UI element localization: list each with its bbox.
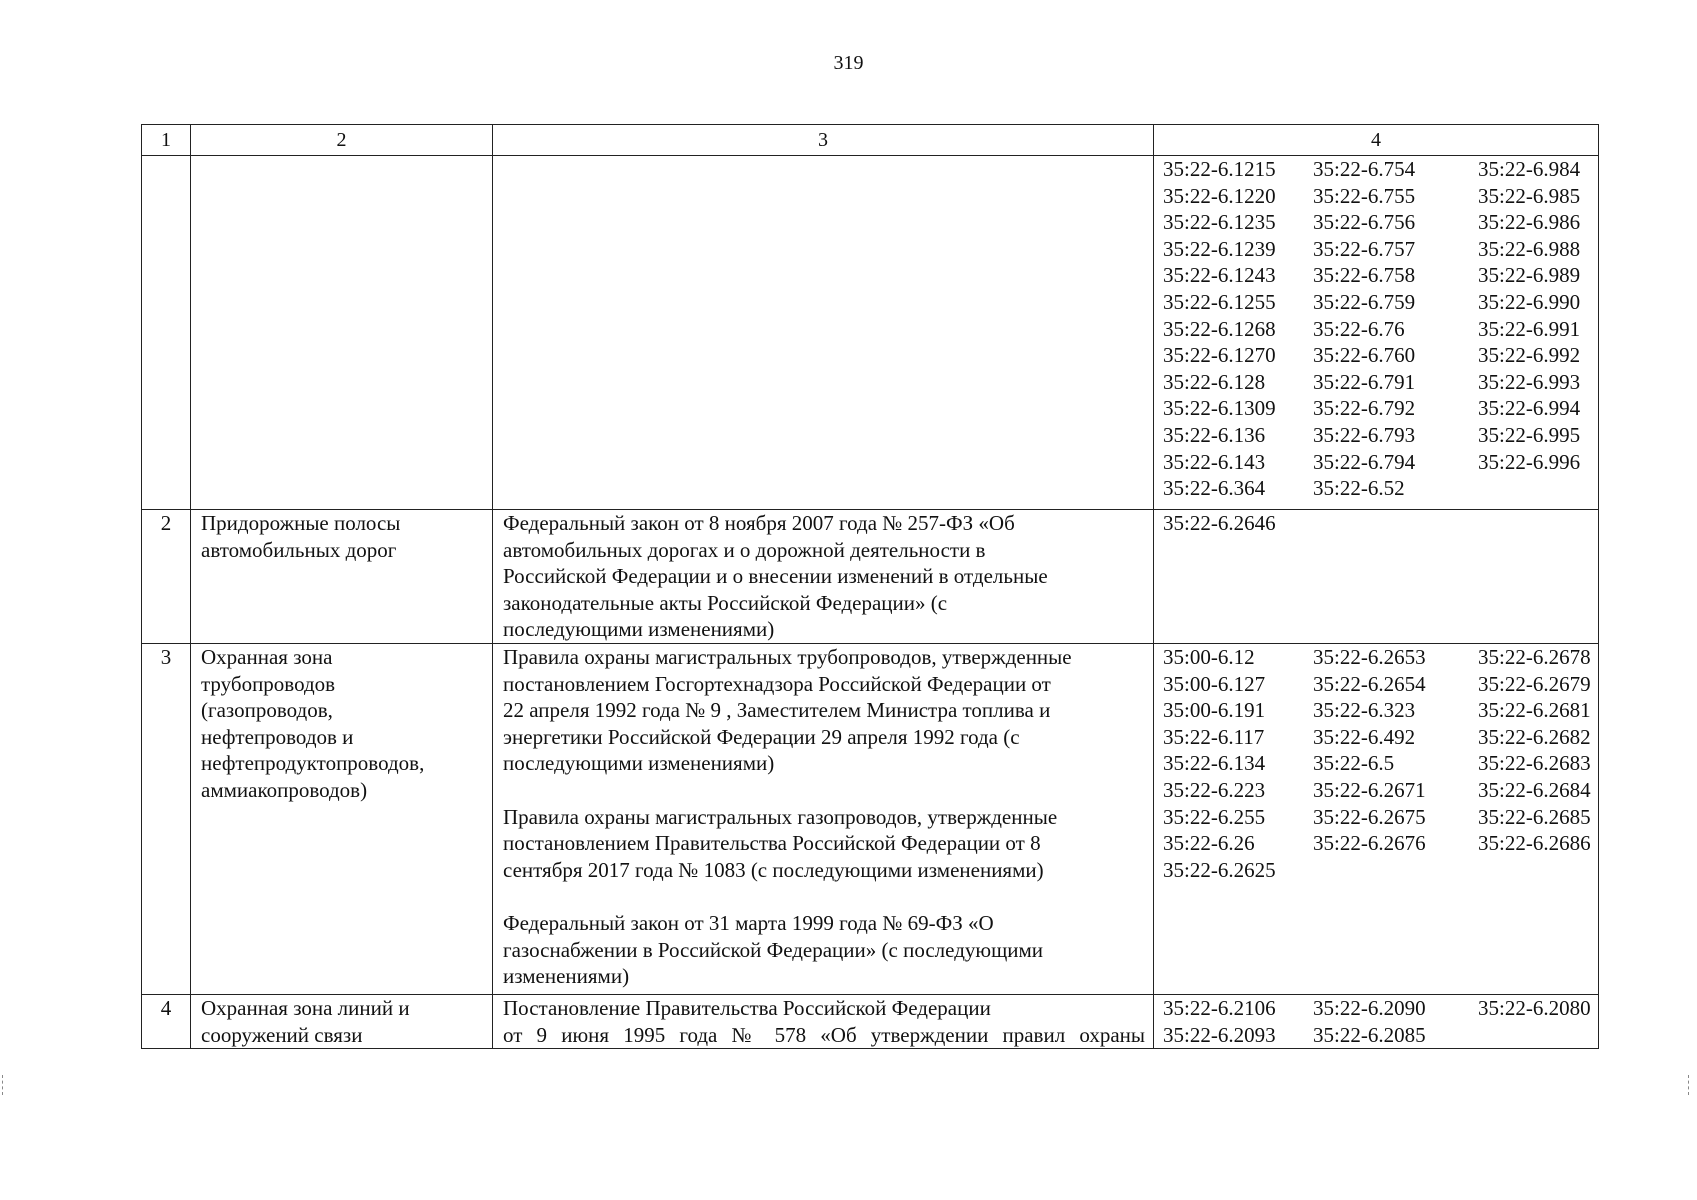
cadastral-code: 35:22-6.1243 — [1163, 263, 1276, 288]
legal-text-line: сентября 2017 года № 1083 (с последующими изменениями) — [503, 857, 1044, 882]
cadastral-code: 35:22-6.757 — [1313, 236, 1416, 261]
table-row — [142, 994, 1599, 1048]
legal-text-line: постановлением Госгортехнадзора Российской Федерации от — [503, 671, 1051, 696]
paragraph-gap — [503, 777, 1145, 804]
cadastral-code: 35:22-6.2646 — [1163, 511, 1276, 535]
zone-name-line: сооружений связи — [201, 1022, 363, 1047]
cadastral-code: 35:22-6.759 — [1313, 289, 1416, 314]
zone-name-line: Охранная зона — [201, 644, 333, 669]
legal-text-line: Федеральный закон от 8 ноября 2007 года № 257-ФЗ «Об — [503, 511, 1015, 535]
cadastral-code — [1478, 475, 1608, 502]
cadastral-code: 35:22-6.223 — [1163, 777, 1266, 802]
cadastral-code: 35:22-6.2679 — [1478, 671, 1591, 696]
legal-text-line: последующими изменениями) — [503, 751, 775, 776]
legal-text-line: автомобильных дорогах и о дорожной деятельности в — [503, 537, 986, 562]
legal-text-line: Правила охраны магистральных трубопроводов, утвержденные — [503, 644, 1072, 669]
cadastral-code: 35:22-6.760 — [1313, 343, 1416, 368]
cadastral-code: 35:22-6.994 — [1478, 396, 1581, 421]
left-margin-mark — [2, 1075, 9, 1095]
page-number: 319 — [833, 52, 864, 74]
legal-text-line: Российской Федерации и о внесении изменений в отдельные — [503, 564, 1048, 589]
cadastral-code: 35:22-6.1220 — [1163, 183, 1276, 208]
header-col-3: 3 — [493, 125, 1154, 156]
cadastral-codes-cell — [1154, 156, 1599, 510]
cadastral-code: 35:22-6.2090 — [1313, 995, 1426, 1020]
row-number-text: 3 — [160, 644, 172, 669]
cadastral-code — [1478, 510, 1608, 537]
cadastral-code: 35:22-6.758 — [1313, 263, 1416, 288]
cadastral-code: 35:22-6.76 — [1313, 316, 1405, 341]
cadastral-codes-cell — [1154, 510, 1599, 644]
row-number — [142, 994, 191, 1048]
cadastral-code — [1478, 857, 1608, 884]
cadastral-code: 35:22-6.2684 — [1478, 777, 1591, 802]
cadastral-code: 35:22-6.2093 — [1163, 1022, 1276, 1047]
cadastral-codes-cell — [1154, 643, 1599, 994]
cadastral-code: 35:22-6.143 — [1163, 449, 1266, 474]
cadastral-code: 35:22-6.364 — [1163, 476, 1266, 501]
cadastral-code: 35:22-6.985 — [1478, 183, 1581, 208]
cadastral-code: 35:22-6.794 — [1313, 449, 1416, 474]
cadastral-code: 35:22-6.255 — [1163, 804, 1266, 829]
cadastral-code: 35:22-6.993 — [1478, 369, 1581, 394]
cadastral-code: 35:22-6.2653 — [1313, 644, 1426, 669]
cadastral-code: 35:22-6.1270 — [1163, 343, 1276, 368]
paragraph-gap — [503, 883, 1145, 910]
cadastral-code: 35:22-6.492 — [1313, 724, 1416, 749]
cadastral-code: 35:22-6.792 — [1313, 396, 1416, 421]
cadastral-code: 35:22-6.5 — [1313, 751, 1395, 776]
cadastral-code: 35:22-6.2085 — [1313, 1022, 1426, 1047]
cadastral-code: 35:00-6.191 — [1163, 698, 1266, 723]
table-row — [142, 156, 1599, 510]
cadastral-code — [1313, 857, 1478, 884]
document-table — [141, 124, 1599, 1049]
cadastral-code: 35:22-6.996 — [1478, 449, 1581, 474]
header-col-2: 2 — [191, 125, 493, 156]
cadastral-code: 35:22-6.2682 — [1478, 724, 1591, 749]
cadastral-code: 35:22-6.2625 — [1163, 857, 1276, 882]
cadastral-code: 35:22-6.2681 — [1478, 698, 1591, 723]
zone-name-line: трубопроводов — [201, 671, 336, 696]
table-row — [142, 510, 1599, 644]
legal-text-line: постановлением Правительства Российской Федерации от 8 — [503, 831, 1041, 856]
table-header-row — [142, 125, 1599, 156]
table-row — [142, 643, 1599, 994]
cadastral-code: 35:22-6.117 — [1163, 724, 1265, 749]
cadastral-code: 35:22-6.988 — [1478, 236, 1581, 261]
zone-name-line: Придорожные полосы — [201, 511, 401, 535]
cadastral-code: 35:22-6.991 — [1478, 316, 1581, 341]
cadastral-code: 35:22-6.990 — [1478, 289, 1581, 314]
cadastral-code: 35:22-6.2080 — [1478, 995, 1591, 1020]
cadastral-code: 35:22-6.2654 — [1313, 671, 1426, 696]
cadastral-code: 35:22-6.2676 — [1313, 831, 1426, 856]
legal-basis-cell — [493, 994, 1154, 1048]
legal-text-line: Правила охраны магистральных газопроводов, утвержденные — [503, 804, 1058, 829]
cadastral-code-grid — [1163, 995, 1594, 1048]
zone-name-cell — [191, 510, 493, 644]
cadastral-code: 35:22-6.755 — [1313, 183, 1416, 208]
cadastral-code: 35:22-6.52 — [1313, 476, 1405, 501]
cadastral-code: 35:22-6.995 — [1478, 422, 1581, 447]
cadastral-code — [1313, 510, 1478, 537]
cadastral-code — [1478, 1022, 1608, 1049]
cadastral-code: 35:22-6.1239 — [1163, 236, 1276, 261]
cadastral-code: 35:22-6.2106 — [1163, 995, 1276, 1020]
legal-text-line: от 9 июня 1995 года № 578 «Об утверждении правил охраны — [503, 1022, 1145, 1047]
cadastral-code: 35:22-6.1235 — [1163, 210, 1276, 235]
cadastral-code: 35:22-6.1309 — [1163, 396, 1276, 421]
legal-text-line: 22 апреля 1992 года № 9 , Заместителем Министра топлива и — [503, 698, 1051, 723]
cadastral-codes-cell — [1154, 994, 1599, 1048]
cadastral-code: 35:22-6.992 — [1478, 343, 1581, 368]
cadastral-code: 35:22-6.128 — [1163, 369, 1266, 394]
zone-name-line: автомобильных дорог — [201, 537, 397, 562]
cadastral-code-grid — [1163, 156, 1594, 502]
header-col-1: 1 — [142, 125, 191, 156]
cadastral-code: 35:22-6.989 — [1478, 263, 1581, 288]
cadastral-code: 35:22-6.986 — [1478, 210, 1581, 235]
zone-name-cell — [191, 156, 493, 510]
legal-basis-cell — [493, 510, 1154, 644]
row-number — [142, 156, 191, 510]
cadastral-code: 35:22-6.2675 — [1313, 804, 1426, 829]
zone-name-line: (газопроводов, — [201, 698, 333, 723]
cadastral-code: 35:00-6.12 — [1163, 644, 1255, 669]
legal-basis-cell — [493, 643, 1154, 994]
cadastral-code-grid — [1163, 644, 1594, 883]
legal-text-line: Федеральный закон от 31 марта 1999 года № 69-ФЗ «О — [503, 910, 994, 935]
zone-name-line: нефтепродуктопроводов, — [201, 751, 425, 776]
legal-text-line: законодательные акты Российской Федерации» (с — [503, 590, 948, 615]
cadastral-code: 35:22-6.2685 — [1478, 804, 1591, 829]
zone-name-line: аммиакопроводов) — [201, 777, 368, 802]
cadastral-code: 35:22-6.136 — [1163, 422, 1266, 447]
cadastral-code: 35:22-6.793 — [1313, 422, 1416, 447]
legal-text-line: последующими изменениями) — [503, 617, 775, 642]
cadastral-code: 35:22-6.323 — [1313, 698, 1416, 723]
cadastral-code: 35:22-6.756 — [1313, 210, 1416, 235]
row-number-text: 4 — [160, 995, 172, 1020]
cadastral-code: 35:22-6.2678 — [1478, 644, 1591, 669]
cadastral-code: 35:00-6.127 — [1163, 671, 1266, 696]
legal-text-line: изменениями) — [503, 964, 630, 989]
cadastral-code: 35:22-6.2686 — [1478, 831, 1591, 856]
cadastral-code: 35:22-6.1215 — [1163, 157, 1276, 181]
legal-basis-cell — [493, 156, 1154, 510]
zone-name-line: нефтепроводов и — [201, 724, 354, 749]
row-number — [142, 510, 191, 644]
right-margin-mark — [1688, 1075, 1695, 1095]
legal-text-line: газоснабжении в Российской Федерации» (с последующими — [503, 937, 1044, 962]
row-number — [142, 643, 191, 994]
cadastral-code: 35:22-6.1268 — [1163, 316, 1276, 341]
legal-text-line: энергетики Российской Федерации 29 апреля 1992 года (с — [503, 724, 1020, 749]
cadastral-code-grid — [1163, 510, 1594, 537]
cadastral-code: 35:22-6.754 — [1313, 157, 1416, 181]
cadastral-code: 35:22-6.791 — [1313, 369, 1416, 394]
cadastral-code: 35:22-6.2671 — [1313, 777, 1426, 802]
zone-name-cell — [191, 643, 493, 994]
zone-name-line: Охранная зона линий и — [201, 995, 410, 1020]
row-number-text: 2 — [160, 511, 172, 535]
cadastral-code: 35:22-6.2683 — [1478, 751, 1591, 776]
header-col-4: 4 — [1154, 125, 1599, 156]
cadastral-code: 35:22-6.984 — [1478, 157, 1581, 181]
cadastral-code: 35:22-6.1255 — [1163, 289, 1276, 314]
cadastral-code: 35:22-6.134 — [1163, 751, 1266, 776]
zone-name-cell — [191, 994, 493, 1048]
cadastral-code: 35:22-6.26 — [1163, 831, 1255, 856]
legal-text-line: Постановление Правительства Российской Федерации — [503, 995, 991, 1020]
